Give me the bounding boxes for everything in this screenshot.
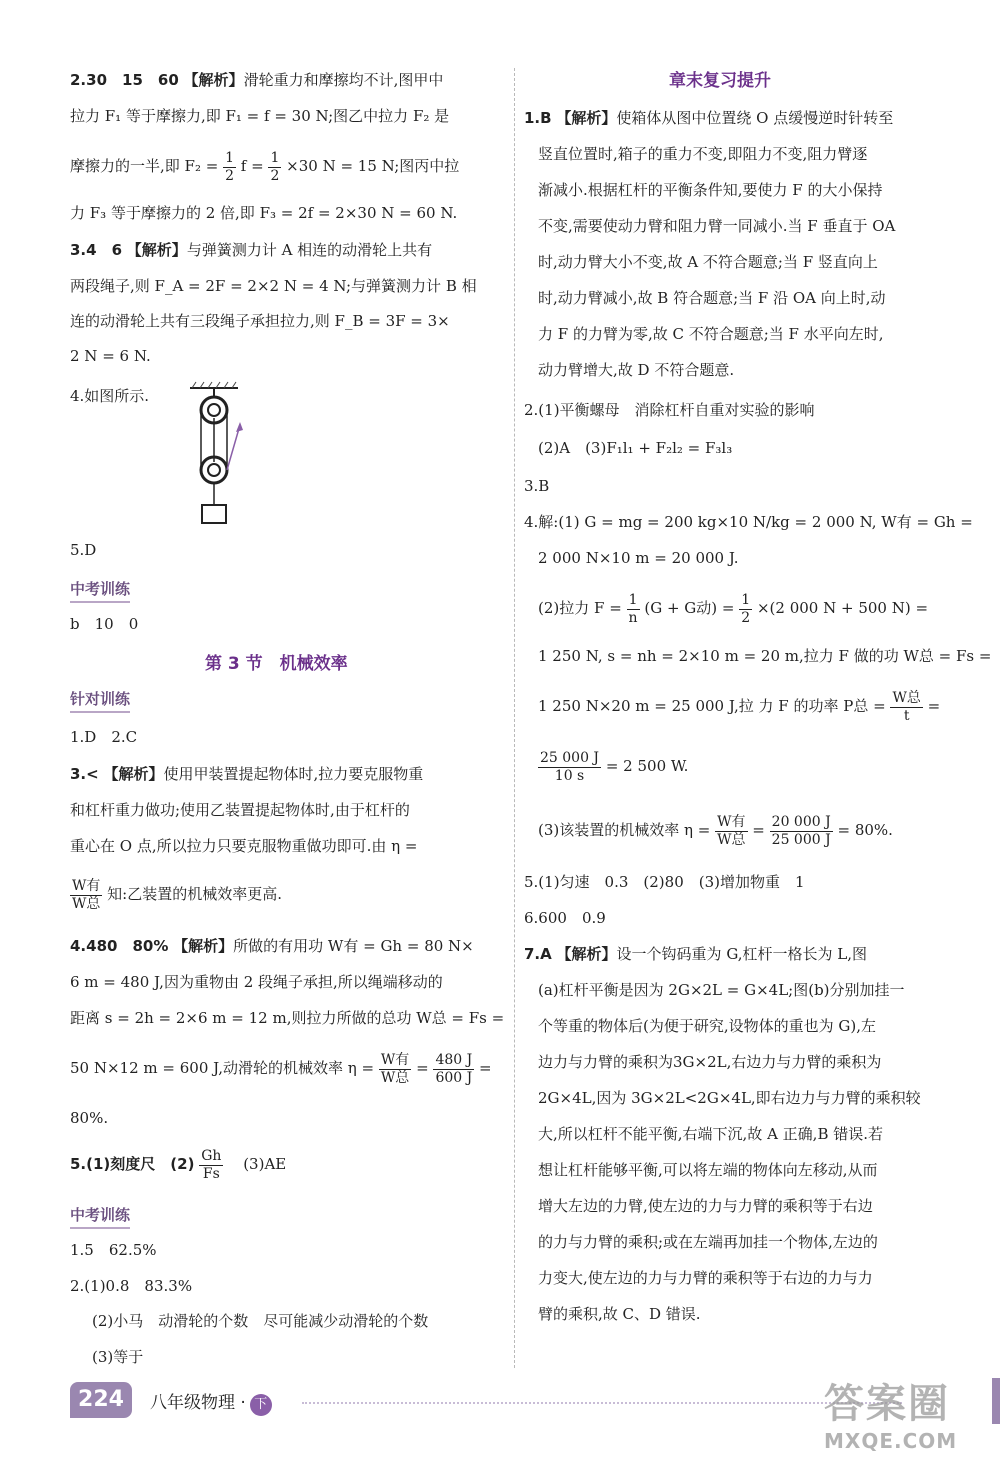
q3b-line4: $\frac{\text{W有}}{\text{W总}}$ 知:乙装置的机械效率更高. bbox=[72, 877, 282, 912]
r4-line3: (2)拉力 F = $\frac{1}{n}$ (G + G动) = $\frac{1}{2}$ ×(2 000 N + 500 N) = bbox=[538, 591, 929, 626]
q2-line2: 拉力 F₁ 等于摩擦力,即 F₁ = f = 30 N;图乙中拉力 F₂ 是 bbox=[70, 107, 450, 125]
pulley-figure bbox=[180, 380, 320, 530]
r1-line2: 竖直位置时,箱子的重力不变,即阻力不变,阻力臂逐 bbox=[538, 145, 868, 163]
chapter-review-title: 章末复习提升 bbox=[669, 71, 771, 91]
r1-line7: 力 F 的力臂为零,故 C 不符合题意;当 F 水平向左时, bbox=[538, 325, 884, 343]
r1-line4: 不变,需要使动力臂和阻力臂一同减小.当 F 垂直于 OA bbox=[538, 217, 896, 235]
watermark: 答案圈 MXQE.COM bbox=[824, 1381, 958, 1453]
r1-line5: 时,动力臂大小不变,故 A 不符合题意;当 F 竖直向上 bbox=[538, 253, 878, 271]
r7-line6: 大,所以杠杆不能平衡,右端下沉,故 A 正确,B 错误.若 bbox=[538, 1125, 884, 1143]
fraction: $\frac{1}{2}$ bbox=[270, 149, 280, 184]
q3b-line3: 重心在 O 点,所以拉力只要克服物重做功即可.由 η = bbox=[70, 837, 418, 855]
z2c-answer: (3)等于 bbox=[92, 1348, 144, 1366]
zhongkao-label-1: 中考训练 bbox=[70, 578, 130, 603]
r4-line7: (3)该装置的机械效率 η = $\frac{\text{W有}}{\text{W总}}$ = $\frac{20 000 J}{25 000 J}$ = 80%. bbox=[538, 813, 893, 848]
r2b-answer: (2)A (3)F₁l₁ + F₂l₂ = F₃l₃ bbox=[538, 439, 733, 457]
q4b-line1: 4.480 80% 【解析】所做的有用功 W有 = Gh = 80 N× bbox=[70, 937, 474, 955]
r1-line8: 动力臂增大,故 D 不符合题意. bbox=[538, 361, 735, 379]
q4b-line3: 距离 s = 2h = 2×6 m = 12 m,则拉力所做的总功 W总 = Fs = bbox=[70, 1009, 505, 1027]
r7-line11: 臂的乘积,故 C、D 错误. bbox=[538, 1305, 701, 1323]
zhongkao-answer-1: b 10 0 bbox=[70, 615, 139, 633]
fraction: $\frac{1}{2}$ bbox=[225, 149, 234, 184]
r7-line8: 增大左边的力臂,使左边的力与力臂的乘积等于右边 bbox=[538, 1197, 873, 1215]
r7-line4: 边力与力臂的乘积为3G×2L,右边力与力臂的乘积为 bbox=[538, 1053, 882, 1071]
q2-line3: 摩擦力的一半,即 F₂ = $\frac{1}{2}$ f = $\frac{1}{2}$ ×30 N = 15 N;图丙中拉 bbox=[70, 149, 460, 184]
z1-answer: 1.5 62.5% bbox=[70, 1241, 157, 1259]
r1-line1: 1.B 【解析】使箱体从图中位置绕 O 点缓慢逆时针转至 bbox=[524, 109, 894, 127]
r5-answer: 5.(1)匀速 0.3 (2)80 (3)增加物重 1 bbox=[524, 873, 805, 891]
r4-line6: $\frac{25 000 J}{10 s}$ = 2 500 W. bbox=[540, 749, 689, 784]
q5b-line: 5.(1)刻度尺 (2) $\frac{Gh}{Fs}$ (3)AE bbox=[70, 1147, 287, 1182]
r4-line4: 1 250 N, s = nh = 2×10 m = 20 m,拉力 F 做的功 W总 = Fs = bbox=[538, 647, 992, 665]
r4-line1: 4.解:(1) G = mg = 200 kg×10 N/kg = 2 000 N, W有 = Gh = bbox=[524, 513, 973, 531]
r4-line5: 1 250 N×20 m = 25 000 J,拉 力 F 的功率 P总 = $\frac{\text{W总}}{t}$ = bbox=[538, 689, 941, 724]
q5-text: 5.D bbox=[70, 541, 97, 559]
r7-line5: 2G×4L,因为 3G×2L<2G×4L,即右边力与力臂的乘积较 bbox=[538, 1089, 921, 1107]
z2b-answer: (2)小马 动滑轮的个数 尽可能减少动滑轮的个数 bbox=[92, 1312, 429, 1330]
volume-badge: 下 bbox=[250, 1394, 272, 1416]
book-title: 八年级物理 · 下 bbox=[150, 1388, 272, 1416]
fraction: $\frac{\text{W有}}{\text{W总}}$ bbox=[717, 813, 746, 848]
r6-answer: 6.600 0.9 bbox=[524, 909, 606, 927]
section-3-title: 第 3 节 机械效率 bbox=[205, 654, 348, 674]
q3b-line2: 和杠杆重力做功;使用乙装置提起物体时,由于杠杆的 bbox=[70, 801, 410, 819]
q3b-line1: 3.< 【解析】使用甲装置提起物体时,拉力要克服物重 bbox=[70, 765, 424, 783]
r4-line2: 2 000 N×10 m = 20 000 J. bbox=[538, 549, 739, 567]
fraction: $\frac{480 J}{600 J}$ bbox=[435, 1051, 473, 1086]
zhendui-label: 针对训练 bbox=[70, 688, 130, 713]
fraction: $\frac{25 000 J}{10 s}$ bbox=[540, 749, 600, 784]
q2-line1: 2.30 15 60 【解析】滑轮重力和摩擦均不计,图甲中 bbox=[70, 71, 444, 89]
column-divider bbox=[514, 68, 515, 1368]
fraction: $\frac{Gh}{Fs}$ bbox=[201, 1147, 222, 1182]
page-number: 224 bbox=[70, 1382, 132, 1418]
q3-line3: 连的动滑轮上共有三段绳子承担拉力,则 F_B = 3F = 3× bbox=[70, 312, 450, 330]
q4-text: 4.如图所示. bbox=[70, 387, 150, 405]
fraction: $\frac{\text{W有}}{\text{W总}}$ bbox=[72, 877, 101, 912]
q1-2-answers: 1.D 2.C bbox=[70, 728, 138, 746]
q3-line4: 2 N = 6 N. bbox=[70, 347, 151, 365]
fraction: $\frac{20 000 J}{25 000 J}$ bbox=[771, 813, 831, 848]
zhongkao-label-2: 中考训练 bbox=[70, 1204, 130, 1229]
r7-line9: 的力与力臂的乘积;或在左端再加挂一个物体,左边的 bbox=[538, 1233, 878, 1251]
fraction: $\frac{1}{n}$ bbox=[628, 591, 638, 626]
r7-line2: (a)杠杆平衡是因为 2G×2L = G×4L;图(b)分别加挂一 bbox=[538, 981, 905, 999]
r2a-answer: 2.(1)平衡螺母 消除杠杆自重对实验的影响 bbox=[524, 401, 815, 419]
q4b-line2: 6 m = 480 J,因为重物由 2 段绳子承担,所以绳端移动的 bbox=[70, 973, 443, 991]
q4b-line4: 50 N×12 m = 600 J,动滑轮的机械效率 η = $\frac{\text{W有}}{\text{W总}}$ = $\frac{480 J}{600 J}$ = bbox=[70, 1051, 492, 1086]
fraction: $\frac{\text{W总}}{t}$ bbox=[892, 689, 921, 724]
r1-line3: 渐减小.根据杠杆的平衡条件知,要使力 F 的大小保持 bbox=[538, 181, 883, 199]
z2a-answer: 2.(1)0.8 83.3% bbox=[70, 1277, 193, 1295]
footer-dotted-line bbox=[302, 1402, 902, 1404]
q2-line4: 力 F₃ 等于摩擦力的 2 倍,即 F₃ = 2f = 2×30 N = 60 N. bbox=[70, 204, 458, 222]
q3-line2: 两段绳子,则 F_A = 2F = 2×2 N = 4 N;与弹簧测力计 B 相 bbox=[70, 277, 477, 295]
q4b-line5: 80%. bbox=[70, 1109, 109, 1127]
r7-line3: 个等重的物体后(为便于研究,设物体的重也为 G),左 bbox=[538, 1017, 876, 1035]
fraction: $\frac{1}{2}$ bbox=[741, 591, 751, 626]
fraction: $\frac{\text{W有}}{\text{W总}}$ bbox=[380, 1051, 410, 1086]
q3-line1: 3.4 6 【解析】与弹簧测力计 A 相连的动滑轮上共有 bbox=[70, 241, 433, 259]
r3-answer: 3.B bbox=[524, 477, 550, 495]
r7-line1: 7.A 【解析】设一个钩码重为 G,杠杆一格长为 L,图 bbox=[524, 945, 868, 963]
r7-line7: 想让杠杆能够平衡,可以将左端的物体向左移动,从而 bbox=[538, 1161, 878, 1179]
r7-line10: 力变大,使左边的力与力臂的乘积等于右边的力与力 bbox=[538, 1269, 873, 1287]
r1-line6: 时,动力臂减小,故 B 符合题意;当 F 沿 OA 向上时,动 bbox=[538, 289, 886, 307]
